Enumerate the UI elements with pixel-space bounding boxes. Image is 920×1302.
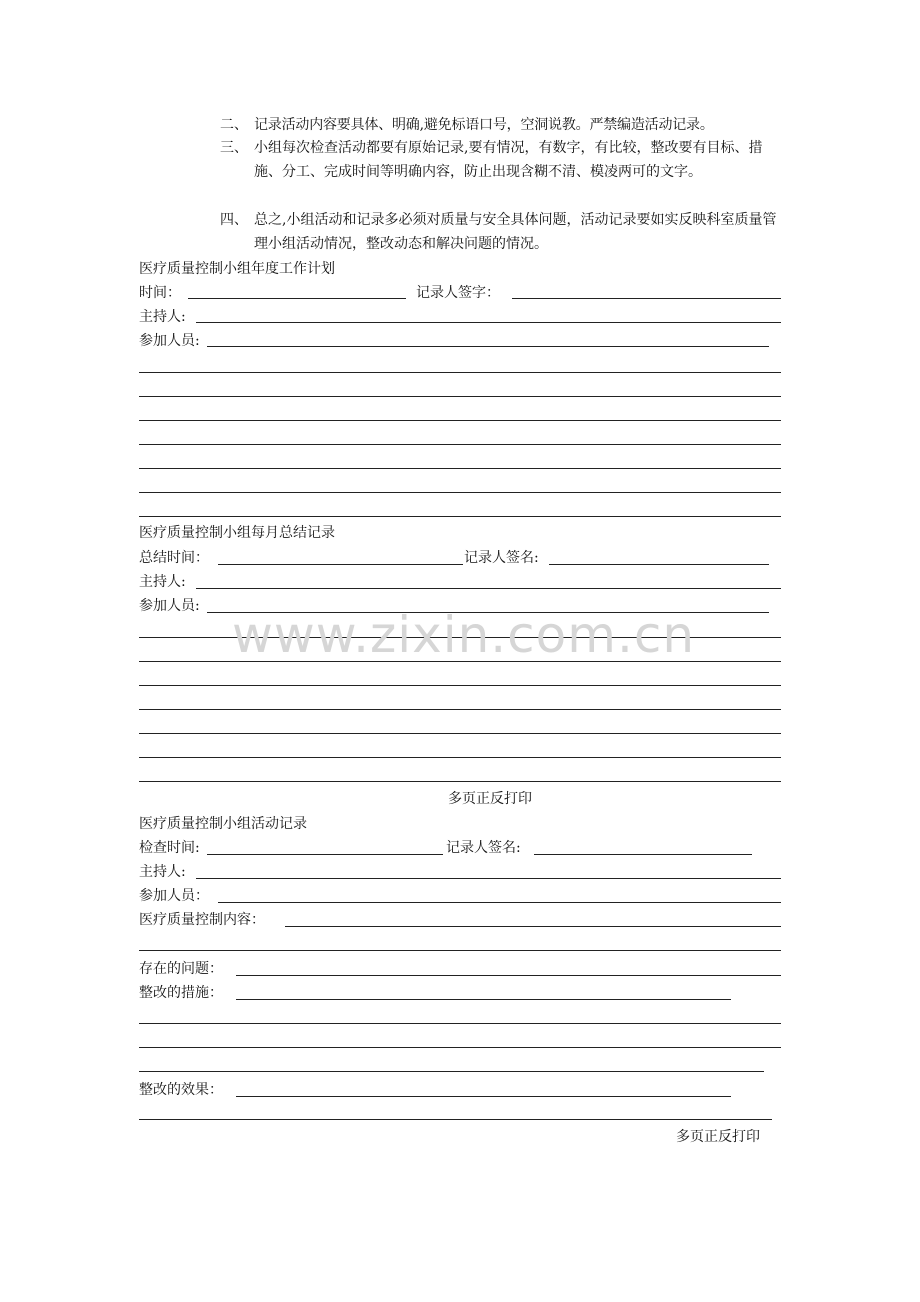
annual-blank-line[interactable]: [139, 516, 781, 517]
activity-participants-label: 参加人员：: [139, 888, 209, 904]
activity-participants-field[interactable]: [218, 902, 781, 903]
monthly-blank-line[interactable]: [139, 781, 781, 782]
annual-recorder-label: 记录人签字：: [416, 285, 500, 301]
monthly-time-label: 总结时间：: [139, 550, 209, 566]
annual-blank-line[interactable]: [139, 444, 781, 445]
annual-host-field[interactable]: [196, 322, 781, 323]
rule-number: 三、: [220, 140, 248, 156]
activity-recorder-label: 记录人签名:: [446, 840, 521, 856]
rule-item-2: [220, 113, 785, 137]
monthly-blank-line[interactable]: [139, 709, 781, 710]
annual-blank-line[interactable]: [139, 372, 781, 373]
annual-time-label: 时间：: [139, 285, 181, 301]
rule-item-4: [220, 208, 785, 256]
annual-host-label: 主持人:: [139, 309, 186, 325]
annual-participants-field[interactable]: [207, 346, 769, 347]
activity-measures-blank-line[interactable]: [139, 1071, 764, 1072]
annual-participants-label: 参加人员:: [139, 333, 200, 349]
monthly-blank-line[interactable]: [139, 685, 781, 686]
activity-effect-label: 整改的效果：: [139, 1082, 223, 1098]
annual-recorder-field[interactable]: [512, 298, 781, 299]
rule-text: 总之,小组活动和记录多必须对质量与安全具体问题，活动记录要如实反映科室质量管理小组活动情况，整改动态和解决问题的情况。: [254, 212, 777, 252]
activity-time-label: 检查时间:: [139, 840, 200, 856]
annual-blank-line[interactable]: [139, 468, 781, 469]
activity-effect-field[interactable]: [236, 1096, 731, 1097]
activity-record-title: 医疗质量控制小组活动记录: [139, 816, 307, 832]
print-note: 多页正反打印: [448, 791, 532, 807]
activity-content-blank-line[interactable]: [139, 950, 781, 951]
activity-content-label: 医疗质量控制内容：: [139, 912, 265, 928]
site-watermark: www.zixin.com.cn: [232, 606, 696, 664]
annual-blank-line[interactable]: [139, 492, 781, 493]
monthly-host-field[interactable]: [196, 588, 781, 589]
annual-plan-title: 医疗质量控制小组年度工作计划: [139, 261, 335, 277]
print-note: 多页正反打印: [676, 1129, 760, 1145]
rule-text: 记录活动内容要具体、明确,避免标语口号，空洞说教。严禁编造活动记录。: [254, 117, 714, 133]
activity-measures-blank-line[interactable]: [139, 1023, 781, 1024]
rule-item-3: [220, 136, 785, 208]
monthly-blank-line[interactable]: [139, 733, 781, 734]
activity-host-field[interactable]: [196, 878, 781, 879]
activity-content-field[interactable]: [285, 926, 781, 927]
monthly-recorder-field[interactable]: [549, 564, 769, 565]
monthly-summary-title: 医疗质量控制小组每月总结记录: [139, 525, 335, 541]
monthly-participants-label: 参加人员:: [139, 598, 200, 614]
annual-time-field[interactable]: [188, 298, 406, 299]
activity-problems-label: 存在的问题：: [139, 961, 223, 977]
activity-recorder-field[interactable]: [534, 854, 752, 855]
rule-number: 二、: [220, 117, 248, 133]
activity-host-label: 主持人:: [139, 864, 186, 880]
monthly-blank-line[interactable]: [139, 757, 781, 758]
monthly-time-field[interactable]: [218, 564, 463, 565]
activity-measures-blank-line[interactable]: [139, 1047, 781, 1048]
monthly-recorder-label: 记录人签名:: [464, 550, 539, 566]
activity-time-field[interactable]: [207, 854, 443, 855]
annual-blank-line[interactable]: [139, 396, 781, 397]
activity-effect-blank-line[interactable]: [139, 1119, 772, 1120]
rule-text: 小组每次检查活动都要有原始记录,要有情况，有数字，有比较，整改要有目标、措施、分工、完成时间等明确内容，防止出现含糊不清、模凌两可的文字。: [254, 140, 763, 180]
activity-measures-field[interactable]: [236, 999, 731, 1000]
annual-blank-line[interactable]: [139, 420, 781, 421]
activity-measures-label: 整改的措施：: [139, 985, 223, 1001]
activity-problems-field[interactable]: [236, 975, 781, 976]
rule-number: 四、: [220, 212, 248, 228]
monthly-host-label: 主持人:: [139, 574, 186, 590]
